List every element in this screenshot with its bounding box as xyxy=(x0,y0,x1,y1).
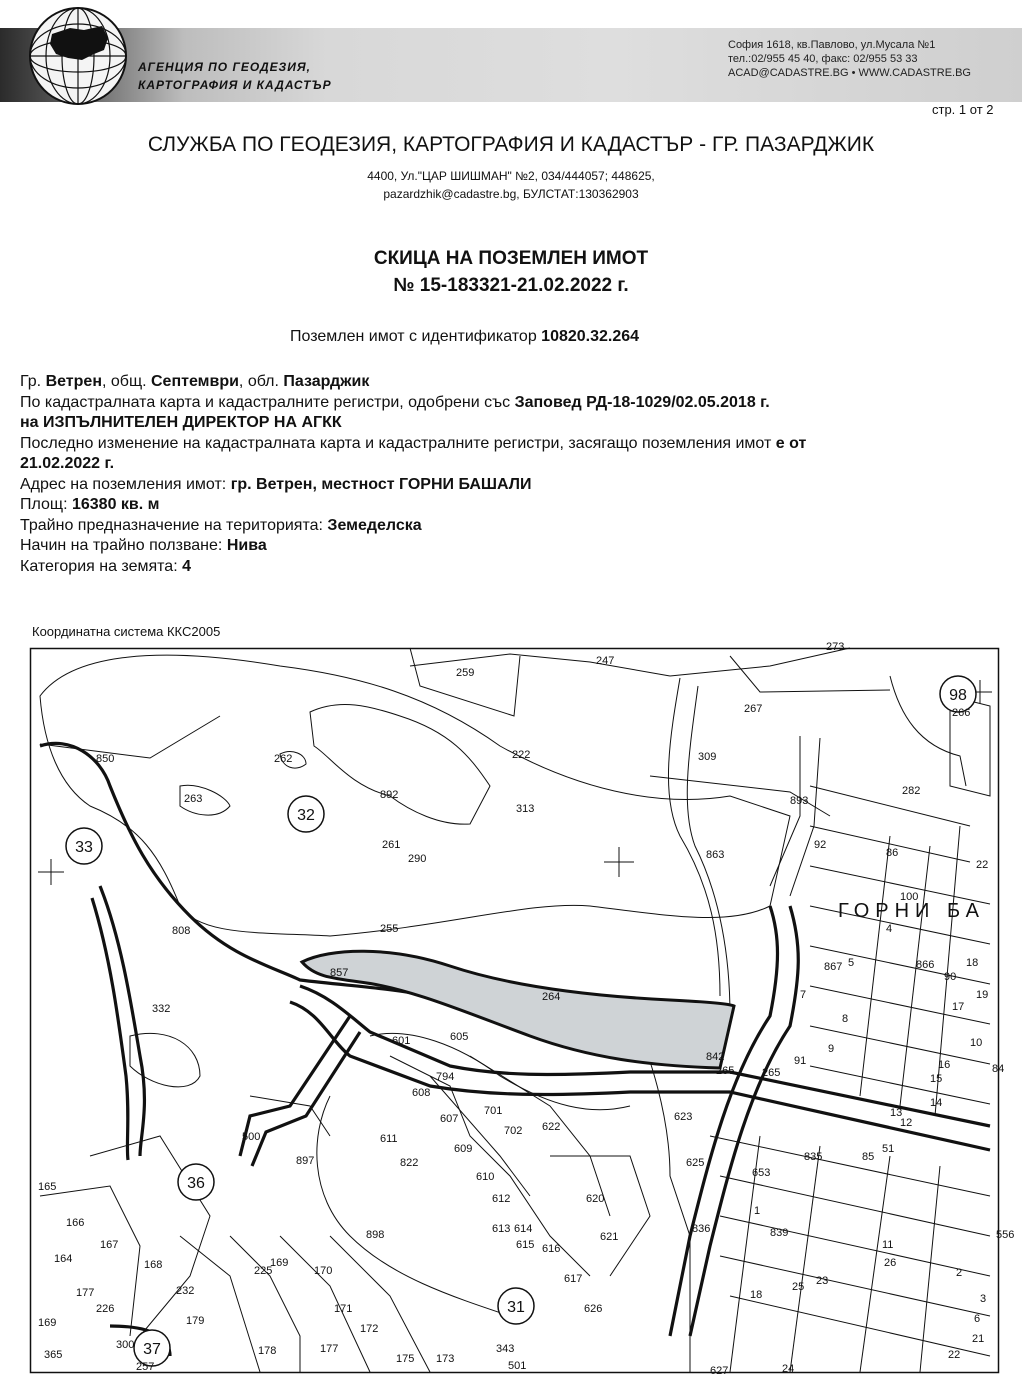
parcel-number-label: 611 xyxy=(380,1133,398,1145)
parcel-number-label: 265 xyxy=(716,1065,735,1077)
parcel-number-label: 857 xyxy=(330,967,349,979)
document-number: № 15-183321-21.02.2022 г. xyxy=(393,275,629,296)
parcel-number-label: 267 xyxy=(744,703,763,715)
approval-by-line xyxy=(20,413,1015,434)
parcel-number-label: 15 xyxy=(930,1073,943,1085)
parcel-number-label: 501 xyxy=(508,1360,527,1372)
parcel-number-label: 607 xyxy=(440,1113,459,1125)
parcel-number-label: 10 xyxy=(970,1037,983,1049)
parcel-number-label: 263 xyxy=(184,793,203,805)
purpose-line xyxy=(20,516,1015,537)
parcel-number-label: 653 xyxy=(752,1167,771,1179)
parcel-number-label: 835 xyxy=(804,1151,823,1163)
parcel-number-label: 22 xyxy=(948,1349,961,1361)
parcel-number-label: 621 xyxy=(600,1231,619,1243)
parcel-number-label: 863 xyxy=(706,849,725,861)
parcel-number-label: 626 xyxy=(584,1303,603,1315)
municipality-label: , общ. xyxy=(101,373,147,390)
agency-email-web: ACAD@CADASTRE.BG • WWW.CADASTRE.BG xyxy=(728,67,971,79)
parcel-number-label: 11 xyxy=(882,1239,894,1251)
office-address xyxy=(0,167,1022,203)
parcel-number-label: 16 xyxy=(938,1059,951,1071)
parcel-number-label: 265 xyxy=(762,1067,781,1079)
parcel-number-label: 867 xyxy=(824,961,843,973)
parcel-number-label: 2 xyxy=(956,1267,963,1279)
area-value: 16380 кв. м xyxy=(71,496,160,513)
usage-line xyxy=(20,536,1015,557)
document-title xyxy=(0,245,1022,299)
parcel-number-label: 166 xyxy=(66,1217,85,1229)
parcel-number-label: 13 xyxy=(890,1107,903,1119)
agency-name-line1: АГЕНЦИЯ ПО ГЕОДЕЗИЯ, xyxy=(138,60,311,74)
parcel-number-label: 22 xyxy=(976,859,989,871)
parcel-number-label: 282 xyxy=(902,785,921,797)
usage-value: Нива xyxy=(226,537,267,554)
parcel-number-label: 701 xyxy=(484,1105,503,1117)
address-label: Адрес на поземления имот: xyxy=(20,475,227,493)
parcel-number-label: 91 xyxy=(794,1055,807,1067)
parcel-number-label: 177 xyxy=(76,1287,95,1299)
zone-label: 31 xyxy=(507,1299,525,1316)
parcel-number-label: 627 xyxy=(710,1365,729,1374)
zone-label: 98 xyxy=(949,687,967,704)
office-title: СЛУЖБА ПО ГЕОДЕЗИЯ, КАРТОГРАФИЯ И КАДАСТЪР - ГР. ПАЗАРДЖИК xyxy=(147,133,875,156)
parcel-number-label: 313 xyxy=(516,803,535,815)
office-address-line1: 4400, Ул."ЦАР ШИШМАН" №2, 034/444057; 448625, xyxy=(367,169,655,183)
parcel-number-label: 702 xyxy=(504,1125,523,1137)
parcel-number-label: 262 xyxy=(274,753,293,765)
parcel-number-label: 90 xyxy=(944,971,957,983)
category-line xyxy=(20,557,1015,578)
approval-by: на ИЗПЪЛНИТЕЛЕН ДИРЕКТОР НА АГКК xyxy=(20,414,342,431)
parcel-number-label: 17 xyxy=(952,1001,965,1013)
parcel-number-label: 264 xyxy=(542,991,561,1003)
parcel-number-label: 24 xyxy=(782,1363,795,1374)
parcel-number-label: 165 xyxy=(38,1181,57,1193)
last-change-date: 21.02.2022 г. xyxy=(20,455,115,472)
parcel-number-label: 171 xyxy=(334,1303,353,1315)
parcel-number-label: 173 xyxy=(436,1353,455,1365)
parcel-number-label: 500 xyxy=(242,1131,261,1143)
parcel-number-label: 172 xyxy=(360,1323,379,1335)
agency-address: София 1618, кв.Павлово, ул.Мусала №1 xyxy=(728,39,936,51)
parcel-number-label: 605 xyxy=(450,1031,469,1043)
parcel-number-label: 226 xyxy=(96,1303,115,1315)
address-line xyxy=(20,475,1015,496)
parcel-number-label: 625 xyxy=(686,1157,705,1169)
parcel-number-label: 21 xyxy=(972,1333,985,1345)
parcel-number-label: 610 xyxy=(476,1171,495,1183)
parcel-number-label: 839 xyxy=(770,1227,789,1239)
parcel-number-label: 266 xyxy=(952,707,971,719)
parcel-number-label: 794 xyxy=(436,1071,455,1083)
address-value: гр. Ветрен, местност ГОРНИ БАШАЛИ xyxy=(230,475,532,493)
parcel-number-label: 273 xyxy=(826,641,845,653)
parcel-number-label: 4 xyxy=(886,923,893,935)
locality-label: ГОРНИ БА xyxy=(838,900,986,922)
parcel-number-label: 177 xyxy=(320,1343,339,1355)
parcel-number-label: 18 xyxy=(966,957,979,969)
parcel-number-label: 25 xyxy=(792,1281,805,1293)
parcel-number-label: 556 xyxy=(996,1229,1015,1241)
parcel-number-label: 290 xyxy=(408,853,427,865)
parcel-number-label: 609 xyxy=(454,1143,473,1155)
parcel-number-label: 247 xyxy=(596,655,615,667)
parcel-number-label: 3 xyxy=(980,1293,987,1305)
category-label: Категория на земята: xyxy=(20,557,178,575)
parcel-number-label: 1 xyxy=(754,1205,761,1217)
parcel-number-label: 257 xyxy=(136,1361,155,1373)
parcel-number-label: 613 xyxy=(492,1223,511,1235)
town-value: Ветрен xyxy=(45,373,102,390)
parcel-number-label: 259 xyxy=(456,667,475,679)
agency-header xyxy=(0,0,1022,112)
parcel-number-label: 614 xyxy=(514,1223,533,1235)
purpose-label: Трайно предназначение на територията: xyxy=(20,516,323,534)
usage-label: Начин на трайно ползване: xyxy=(20,537,223,554)
last-change-date-line xyxy=(20,454,1015,475)
parcel-number-label: 612 xyxy=(492,1193,511,1205)
approval-line xyxy=(20,393,1015,414)
parcel-number-label: 92 xyxy=(814,839,827,851)
parcel-number-label: 808 xyxy=(172,925,191,937)
town-prefix: Гр. xyxy=(20,373,42,390)
parcel-number-label: 623 xyxy=(674,1111,693,1123)
parcel-number-label: 617 xyxy=(564,1273,583,1285)
parcel-number-label: 86 xyxy=(886,847,899,859)
parcel-number-label: 343 xyxy=(496,1343,515,1355)
identifier-value: 10820.32.264 xyxy=(541,328,640,345)
coordinate-system: Координатна система ККС2005 xyxy=(32,624,221,639)
parcel-number-label: 222 xyxy=(512,749,531,761)
identifier-label: Поземлен имот с идентификатор xyxy=(290,328,537,345)
parcel-number-label: 164 xyxy=(54,1253,73,1265)
page-number: стр. 1 от 2 xyxy=(932,102,994,117)
purpose-value: Земеделска xyxy=(327,516,422,534)
parcel-number-label: 822 xyxy=(400,1157,419,1169)
parcel-number-label: 168 xyxy=(144,1259,163,1271)
cadastral-map xyxy=(30,636,1015,1374)
parcel-number-label: 842 xyxy=(706,1051,725,1063)
parcel-number-label: 601 xyxy=(392,1035,411,1047)
parcel-number-label: 167 xyxy=(100,1239,119,1251)
parcel-number-label: 6 xyxy=(974,1313,981,1325)
location-line xyxy=(20,372,1015,393)
agency-contacts xyxy=(728,38,971,80)
parcel-number-label: 51 xyxy=(882,1143,895,1155)
parcel-number-label: 300 xyxy=(116,1339,135,1351)
parcel-number-label: 9 xyxy=(828,1043,835,1055)
parcel-number-label: 26 xyxy=(884,1257,897,1269)
parcel-number-label: 893 xyxy=(790,795,809,807)
last-change-line xyxy=(20,434,1015,455)
parcel-number-label: 622 xyxy=(542,1121,561,1133)
parcel-identifier xyxy=(290,328,639,346)
zone-label: 32 xyxy=(297,807,315,824)
parcel-number-label: 255 xyxy=(380,923,399,935)
parcel-number-label: 169 xyxy=(38,1317,57,1329)
approval-text: По кадастралната карта и кадастралните регистри, одобрени със xyxy=(20,393,511,411)
parcel-number-label: 866 xyxy=(916,959,935,971)
parcel-number-label: 892 xyxy=(380,789,399,801)
parcel-number-label: 332 xyxy=(152,1003,171,1015)
parcel-number-label: 616 xyxy=(542,1243,561,1255)
document-title-line1: СКИЦА НА ПОЗЕМЛЕН ИМОТ xyxy=(373,248,649,269)
parcel-number-label: 365 xyxy=(44,1349,63,1361)
parcel-number-label: 14 xyxy=(930,1097,943,1109)
zone-label: 37 xyxy=(143,1341,161,1358)
parcel-number-label: 178 xyxy=(258,1345,277,1357)
agency-phone: тел.:02/955 45 40, факс: 02/955 53 33 xyxy=(728,53,918,65)
parcel-number-label: 897 xyxy=(296,1155,315,1167)
parcel-number-label: 85 xyxy=(862,1151,875,1163)
agency-name xyxy=(138,58,332,94)
agency-name-line2: КАРТОГРАФИЯ И КАДАСТЪР xyxy=(138,78,332,92)
region-label: , обл. xyxy=(238,373,279,390)
approval-order: Заповед РД-18-1029/02.05.2018 г. xyxy=(514,393,770,411)
category-value: 4 xyxy=(182,557,191,575)
parcel-number-label: 898 xyxy=(366,1229,385,1241)
last-change-bold: е от xyxy=(775,434,807,452)
parcel-number-label: 836 xyxy=(692,1223,711,1235)
municipality-value: Септември xyxy=(151,373,239,390)
parcel-number-label: 608 xyxy=(412,1087,431,1099)
parcel-number-label: 8 xyxy=(842,1013,849,1025)
parcel-number-label: 225 xyxy=(254,1265,273,1277)
parcel-number-label: 309 xyxy=(698,751,717,763)
parcel-number-label: 19 xyxy=(976,989,989,1001)
parcel-number-label: 100 xyxy=(900,891,919,903)
parcel-number-label: 5 xyxy=(848,957,855,969)
office-address-line2: pazardzhik@cadastre.bg, БУЛСТАТ:130362903 xyxy=(383,187,639,201)
zone-label: 33 xyxy=(75,839,93,856)
parcel-number-label: 7 xyxy=(800,989,807,1001)
parcel-details xyxy=(20,372,1015,577)
agency-globe-logo-icon xyxy=(22,4,134,108)
parcel-number-label: 169 xyxy=(270,1257,289,1269)
parcel-number-label: 175 xyxy=(396,1353,415,1365)
last-change-text: Последно изменение на кадастралната карта и кадастралните регистри, засягащо поземления имот xyxy=(20,434,772,452)
zone-label: 36 xyxy=(187,1175,205,1192)
parcel-number-label: 620 xyxy=(586,1193,605,1205)
parcel-number-label: 23 xyxy=(816,1275,829,1287)
parcel-number-label: 179 xyxy=(186,1315,205,1327)
parcel-number-label: 850 xyxy=(96,753,115,765)
parcel-number-label: 18 xyxy=(750,1289,763,1301)
area-label: Площ: xyxy=(20,496,68,513)
parcel-number-label: 84 xyxy=(992,1063,1005,1075)
parcel-number-label: 232 xyxy=(176,1285,195,1297)
parcel-number-label: 12 xyxy=(900,1117,913,1129)
region-value: Пазарджик xyxy=(283,373,370,390)
parcel-number-label: 261 xyxy=(382,839,401,851)
parcel-number-label: 170 xyxy=(314,1265,333,1277)
area-line xyxy=(20,495,1015,516)
parcel-number-label: 615 xyxy=(516,1239,535,1251)
